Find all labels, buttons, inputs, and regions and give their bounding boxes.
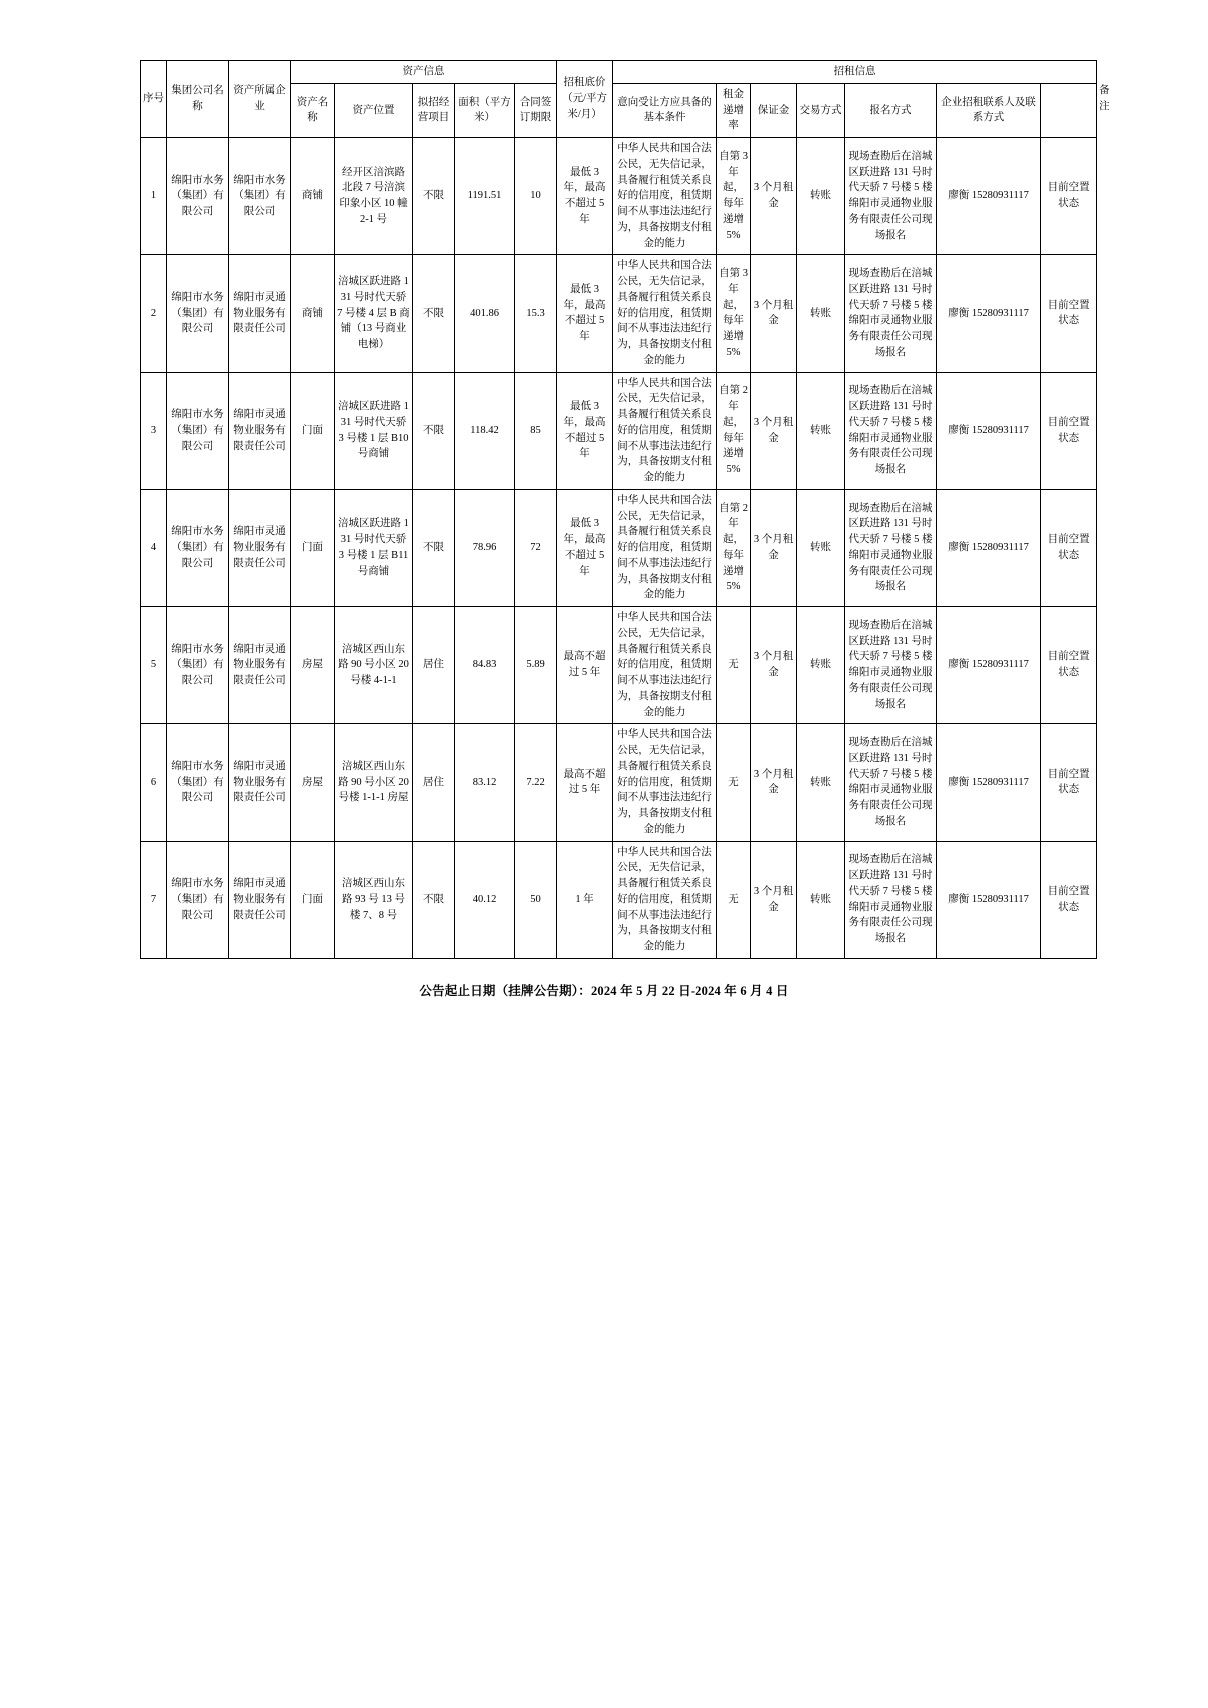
cell-apply_method: 现场查勘后在涪城区跃进路 131 号时代天骄 7 号楼 5 楼绵阳市灵通物业服务有限责任公司现场报名 xyxy=(845,489,937,606)
cell-group_company: 绵阳市水务（集团）有限公司 xyxy=(167,372,229,489)
cell-group_company: 绵阳市水务（集团）有限公司 xyxy=(167,724,229,841)
cell-area: 401.86 xyxy=(455,255,515,372)
cell-contact: 廖衡 15280931117 xyxy=(937,489,1041,606)
cell-group_company: 绵阳市水务（集团）有限公司 xyxy=(167,489,229,606)
cell-deposit: 3 个月租金 xyxy=(751,489,797,606)
col-header-apply-method: 报名方式 xyxy=(845,83,937,137)
cell-payment_method: 转账 xyxy=(797,138,845,255)
cell-contact: 廖衡 15280931117 xyxy=(937,138,1041,255)
cell-asset_name: 商铺 xyxy=(291,255,335,372)
cell-asset_name: 门面 xyxy=(291,372,335,489)
cell-deposit: 3 个月租金 xyxy=(751,138,797,255)
cell-operation_item: 不限 xyxy=(413,372,455,489)
cell-payment_method: 转账 xyxy=(797,255,845,372)
cell-remark: 目前空置状态 xyxy=(1041,841,1097,958)
cell-group_company: 绵阳市水务（集团）有限公司 xyxy=(167,138,229,255)
cell-owner_enterprise: 绵阳市灵通物业服务有限责任公司 xyxy=(229,255,291,372)
cell-contact: 廖衡 15280931117 xyxy=(937,724,1041,841)
cell-owner_enterprise: 绵阳市灵通物业服务有限责任公司 xyxy=(229,489,291,606)
cell-base_price: 85 xyxy=(515,372,557,489)
cell-asset_location: 经开区涪滨路北段 7 号涪滨印象小区 10 幢 2-1 号 xyxy=(335,138,413,255)
cell-contact: 廖衡 15280931117 xyxy=(937,607,1041,724)
col-header-seq: 序号 xyxy=(141,61,167,138)
cell-group_company: 绵阳市水务（集团）有限公司 xyxy=(167,255,229,372)
cell-deposit: 3 个月租金 xyxy=(751,724,797,841)
cell-rent_increase: 无 xyxy=(717,841,751,958)
table-row xyxy=(141,724,1097,841)
cell-seq: 2 xyxy=(141,255,167,372)
col-header-owner-enterprise: 资产所属企业 xyxy=(229,61,291,138)
cell-basic_conditions: 中华人民共和国合法公民，无失信记录，具备履行租赁关系良好的信用度，租赁期间不从事违法违纪行为，具备按期支付租金的能力 xyxy=(613,138,717,255)
table-row xyxy=(141,607,1097,724)
cell-contract_term: 最低 3 年，最高不超过 5 年 xyxy=(557,372,613,489)
cell-rent_increase: 自第 2 年起，每年递增 5% xyxy=(717,489,751,606)
cell-asset_name: 门面 xyxy=(291,489,335,606)
col-header-contact: 企业招租联系人及联系方式 xyxy=(937,83,1041,137)
announcement-period-notice: 公告起止日期（挂牌公告期）：2024 年 5 月 22 日-2024 年 6 月 4 日 xyxy=(419,983,789,998)
col-header-payment-method: 交易方式 xyxy=(797,83,845,137)
col-header-contract-term: 合同签订期限 xyxy=(515,83,557,137)
cell-payment_method: 转账 xyxy=(797,724,845,841)
cell-contact: 廖衡 15280931117 xyxy=(937,255,1041,372)
cell-deposit: 3 个月租金 xyxy=(751,607,797,724)
col-header-area: 面积（平方米） xyxy=(455,83,515,137)
col-header-basic-conditions: 意向受让方应具备的基本条件 xyxy=(613,83,717,137)
group-header-asset-info: 资产信息 xyxy=(291,61,557,84)
cell-owner_enterprise: 绵阳市灵通物业服务有限责任公司 xyxy=(229,372,291,489)
cell-apply_method: 现场查勘后在涪城区跃进路 131 号时代天骄 7 号楼 5 楼绵阳市灵通物业服务有限责任公司现场报名 xyxy=(845,724,937,841)
cell-contact: 廖衡 15280931117 xyxy=(937,372,1041,489)
table-row xyxy=(141,255,1097,372)
cell-contract_term: 最高不超过 5 年 xyxy=(557,607,613,724)
cell-basic_conditions: 中华人民共和国合法公民，无失信记录，具备履行租赁关系良好的信用度，租赁期间不从事违法违纪行为，具备按期支付租金的能力 xyxy=(613,255,717,372)
cell-remark: 目前空置状态 xyxy=(1041,724,1097,841)
table-row xyxy=(141,138,1097,255)
cell-owner_enterprise: 绵阳市水务（集团）有限公司 xyxy=(229,138,291,255)
cell-seq: 4 xyxy=(141,489,167,606)
group-header-lease-info: 招租信息 xyxy=(613,61,1097,84)
cell-payment_method: 转账 xyxy=(797,607,845,724)
cell-asset_name: 商铺 xyxy=(291,138,335,255)
cell-rent_increase: 无 xyxy=(717,607,751,724)
table-group-header-row: 序号 集团公司名称 资产所属企业 资产信息 招租底价（元/平方米/月） 招租信息 备注 xyxy=(141,61,1097,84)
table-row xyxy=(141,372,1097,489)
cell-apply_method: 现场查勘后在涪城区跃进路 131 号时代天骄 7 号楼 5 楼绵阳市灵通物业服务有限责任公司现场报名 xyxy=(845,255,937,372)
cell-remark: 目前空置状态 xyxy=(1041,138,1097,255)
cell-seq: 1 xyxy=(141,138,167,255)
cell-owner_enterprise: 绵阳市灵通物业服务有限责任公司 xyxy=(229,607,291,724)
cell-operation_item: 居住 xyxy=(413,607,455,724)
cell-deposit: 3 个月租金 xyxy=(751,372,797,489)
cell-contract_term: 最高不超过 5 年 xyxy=(557,724,613,841)
cell-payment_method: 转账 xyxy=(797,489,845,606)
cell-seq: 6 xyxy=(141,724,167,841)
cell-area: 84.83 xyxy=(455,607,515,724)
cell-apply_method: 现场查勘后在涪城区跃进路 131 号时代天骄 7 号楼 5 楼绵阳市灵通物业服务有限责任公司现场报名 xyxy=(845,607,937,724)
cell-remark: 目前空置状态 xyxy=(1041,607,1097,724)
cell-asset_location: 涪城区跃进路 131 号时代天骄 7 号楼 4 层 B 商铺（13 号商业电梯） xyxy=(335,255,413,372)
cell-base_price: 50 xyxy=(515,841,557,958)
cell-operation_item: 不限 xyxy=(413,138,455,255)
col-header-asset-name: 资产名称 xyxy=(291,83,335,137)
cell-contract_term: 最低 3 年，最高不超过 5 年 xyxy=(557,489,613,606)
cell-apply_method: 现场查勘后在涪城区跃进路 131 号时代天骄 7 号楼 5 楼绵阳市灵通物业服务有限责任公司现场报名 xyxy=(845,372,937,489)
cell-operation_item: 不限 xyxy=(413,489,455,606)
cell-asset_location: 涪城区西山东路 90 号小区 20 号楼 4-1-1 xyxy=(335,607,413,724)
cell-asset_location: 涪城区西山东路 93 号 13 号楼 7、8 号 xyxy=(335,841,413,958)
cell-contact: 廖衡 15280931117 xyxy=(937,841,1041,958)
col-header-rent-increase: 租金递增率 xyxy=(717,83,751,137)
cell-asset_name: 房屋 xyxy=(291,607,335,724)
cell-asset_name: 房屋 xyxy=(291,724,335,841)
cell-seq: 3 xyxy=(141,372,167,489)
cell-deposit: 3 个月租金 xyxy=(751,255,797,372)
cell-base_price: 72 xyxy=(515,489,557,606)
cell-asset_name: 门面 xyxy=(291,841,335,958)
cell-area: 40.12 xyxy=(455,841,515,958)
cell-asset_location: 涪城区西山东路 90 号小区 20 号楼 1-1-1 房屋 xyxy=(335,724,413,841)
cell-basic_conditions: 中华人民共和国合法公民，无失信记录，具备履行租赁关系良好的信用度，租赁期间不从事违法违纪行为，具备按期支付租金的能力 xyxy=(613,489,717,606)
cell-operation_item: 不限 xyxy=(413,255,455,372)
cell-base_price: 7.22 xyxy=(515,724,557,841)
asset-lease-table xyxy=(140,60,1110,959)
cell-basic_conditions: 中华人民共和国合法公民，无失信记录，具备履行租赁关系良好的信用度，租赁期间不从事违法违纪行为，具备按期支付租金的能力 xyxy=(613,607,717,724)
cell-seq: 7 xyxy=(141,841,167,958)
col-header-operation-item: 拟招经营项目 xyxy=(413,83,455,137)
cell-contract_term: 最低 3 年，最高不超过 5 年 xyxy=(557,138,613,255)
table-row xyxy=(141,489,1097,606)
cell-remark: 目前空置状态 xyxy=(1041,255,1097,372)
cell-rent_increase: 自第 3 年起，每年递增 5% xyxy=(717,138,751,255)
cell-basic_conditions: 中华人民共和国合法公民，无失信记录，具备履行租赁关系良好的信用度，租赁期间不从事违法违纪行为，具备按期支付租金的能力 xyxy=(613,841,717,958)
cell-remark: 目前空置状态 xyxy=(1041,372,1097,489)
cell-base_price: 10 xyxy=(515,138,557,255)
cell-area: 1191.51 xyxy=(455,138,515,255)
cell-basic_conditions: 中华人民共和国合法公民，无失信记录，具备履行租赁关系良好的信用度，租赁期间不从事违法违纪行为，具备按期支付租金的能力 xyxy=(613,724,717,841)
cell-contract_term: 最低 3 年，最高不超过 5 年 xyxy=(557,255,613,372)
cell-operation_item: 不限 xyxy=(413,841,455,958)
cell-owner_enterprise: 绵阳市灵通物业服务有限责任公司 xyxy=(229,724,291,841)
cell-rent_increase: 自第 2 年起，每年递增 5% xyxy=(717,372,751,489)
col-header-deposit: 保证金 xyxy=(751,83,797,137)
cell-group_company: 绵阳市水务（集团）有限公司 xyxy=(167,607,229,724)
cell-asset_location: 涪城区跃进路 131 号时代天骄 3 号楼 1 层 B10 号商铺 xyxy=(335,372,413,489)
col-header-group-company: 集团公司名称 xyxy=(167,61,229,138)
cell-area: 78.96 xyxy=(455,489,515,606)
cell-group_company: 绵阳市水务（集团）有限公司 xyxy=(167,841,229,958)
table-header xyxy=(141,61,1110,138)
cell-payment_method: 转账 xyxy=(797,372,845,489)
cell-basic_conditions: 中华人民共和国合法公民，无失信记录，具备履行租赁关系良好的信用度，租赁期间不从事违法违纪行为，具备按期支付租金的能力 xyxy=(613,372,717,489)
cell-contract_term: 1 年 xyxy=(557,841,613,958)
cell-seq: 5 xyxy=(141,607,167,724)
table-row xyxy=(141,841,1097,958)
cell-payment_method: 转账 xyxy=(797,841,845,958)
col-header-base-price: 招租底价（元/平方米/月） xyxy=(557,61,613,138)
cell-rent_increase: 自第 3 年起，每年递增 5% xyxy=(717,255,751,372)
cell-area: 83.12 xyxy=(455,724,515,841)
col-header-asset-location: 资产位置 xyxy=(335,83,413,137)
cell-base_price: 15.3 xyxy=(515,255,557,372)
cell-apply_method: 现场查勘后在涪城区跃进路 131 号时代天骄 7 号楼 5 楼绵阳市灵通物业服务有限责任公司现场报名 xyxy=(845,138,937,255)
cell-rent_increase: 无 xyxy=(717,724,751,841)
cell-remark: 目前空置状态 xyxy=(1041,489,1097,606)
cell-apply_method: 现场查勘后在涪城区跃进路 131 号时代天骄 7 号楼 5 楼绵阳市灵通物业服务有限责任公司现场报名 xyxy=(845,841,937,958)
cell-asset_location: 涪城区跃进路 131 号时代天骄 3 号楼 1 层 B11 号商铺 xyxy=(335,489,413,606)
cell-area: 118.42 xyxy=(455,372,515,489)
cell-owner_enterprise: 绵阳市灵通物业服务有限责任公司 xyxy=(229,841,291,958)
cell-deposit: 3 个月租金 xyxy=(751,841,797,958)
cell-operation_item: 居住 xyxy=(413,724,455,841)
cell-base_price: 5.89 xyxy=(515,607,557,724)
table-body xyxy=(141,138,1097,959)
